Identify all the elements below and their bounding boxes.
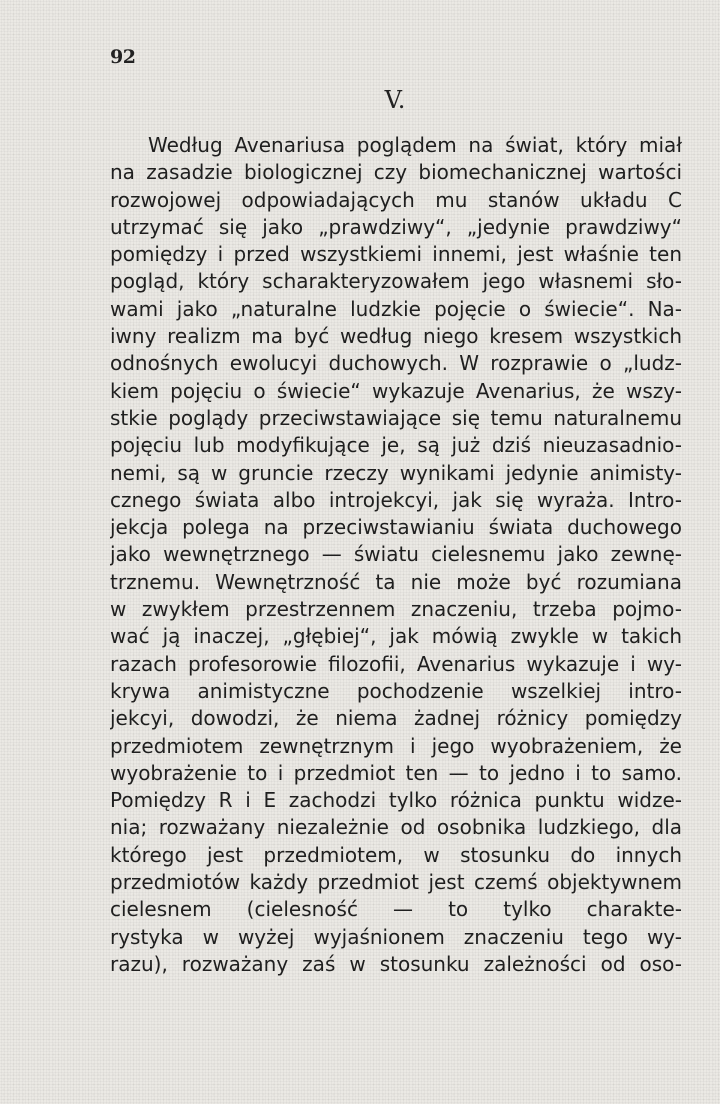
text-line: cielesnem (cielesność — to tylko charakte-: [110, 897, 682, 922]
text-line: w zwykłem przestrzennem znaczeniu, trzeba pojmo-: [110, 597, 682, 622]
text-line: rystyka w wyżej wyjaśnionem znaczeniu tego wy-: [110, 924, 682, 949]
text-line: stkie poglądy przeciwstawiające się temu naturalnemu: [110, 405, 682, 430]
text-line: trznemu. Wewnętrzność ta nie może być rozumiana: [110, 569, 682, 594]
text-line: iwny realizm ma być według niego kresem wszystkich: [110, 324, 682, 349]
text-line: pomiędzy i przed wszystkiemi innemi, jest właśnie ten: [110, 242, 682, 267]
text-line: pojęciu lub modyfikujące je, są już dziś nieuzasadnio-: [110, 433, 682, 458]
text-line: wać ją inaczej, „głębiej“, jak mówią zwykle w takich: [110, 624, 682, 649]
text-line: jekcyi, dowodzi, że niema żadnej różnicy pomiędzy: [110, 706, 682, 731]
text-line: Pomiędzy R i E zachodzi tylko różnica punktu widze-: [110, 788, 682, 813]
text-line: cznego świata albo introjekcyi, jak się wyraża. Intro-: [110, 487, 682, 512]
text-line: na zasadzie biologicznej czy biomechanicznej wartości: [110, 160, 682, 185]
chapter-heading: V.: [384, 86, 406, 114]
text-line: razu), rozważany zaś w stosunku zależności od oso-: [110, 951, 682, 976]
text-line: którego jest przedmiotem, w stosunku do innych: [110, 842, 682, 867]
text-line: kiem pojęciu o świecie“ wykazuje Avenarius, że wszy-: [110, 378, 682, 403]
text-line: krywa animistyczne pochodzenie wszelkiej intro-: [110, 678, 682, 703]
text-line: wyobrażenie to i przedmiot ten — to jedno i to samo.: [110, 760, 682, 785]
text-line: jekcja polega na przeciwstawianiu świata duchowego: [110, 515, 682, 540]
text-line: nia; rozważany niezależnie od osobnika ludzkiego, dla: [110, 815, 682, 840]
text-line: rozwojowej odpowiadających mu stanów układu C: [110, 187, 682, 212]
text-line: wami jako „naturalne ludzkie pojęcie o świecie“. Na-: [110, 296, 682, 321]
text-line: przedmiotów każdy przedmiot jest czemś objektywnem: [110, 870, 682, 895]
text-line: odnośnych ewolucyi duchowych. W rozprawie o „ludz-: [110, 351, 682, 376]
page-number: 92: [110, 46, 136, 68]
text-line: Według Avenariusa poglądem na świat, który miał: [148, 133, 682, 157]
text-line: nemi, są w gruncie rzeczy wynikami jedynie animisty-: [110, 460, 682, 485]
text-line: przedmiotem zewnętrznym i jego wyobrażeniem, że: [110, 733, 682, 758]
text-line: razach profesorowie filozofii, Avenarius wykazuje i wy-: [110, 651, 682, 676]
text-line: jako wewnętrznego — światu cielesnemu jako zewnę-: [110, 542, 682, 567]
body-text: [110, 132, 682, 978]
text-line: utrzymać się jako „prawdziwy“, „jedynie prawdziwy“: [110, 214, 682, 239]
text-line: pogląd, który scharakteryzowałem jego własnemi sło-: [110, 269, 682, 294]
